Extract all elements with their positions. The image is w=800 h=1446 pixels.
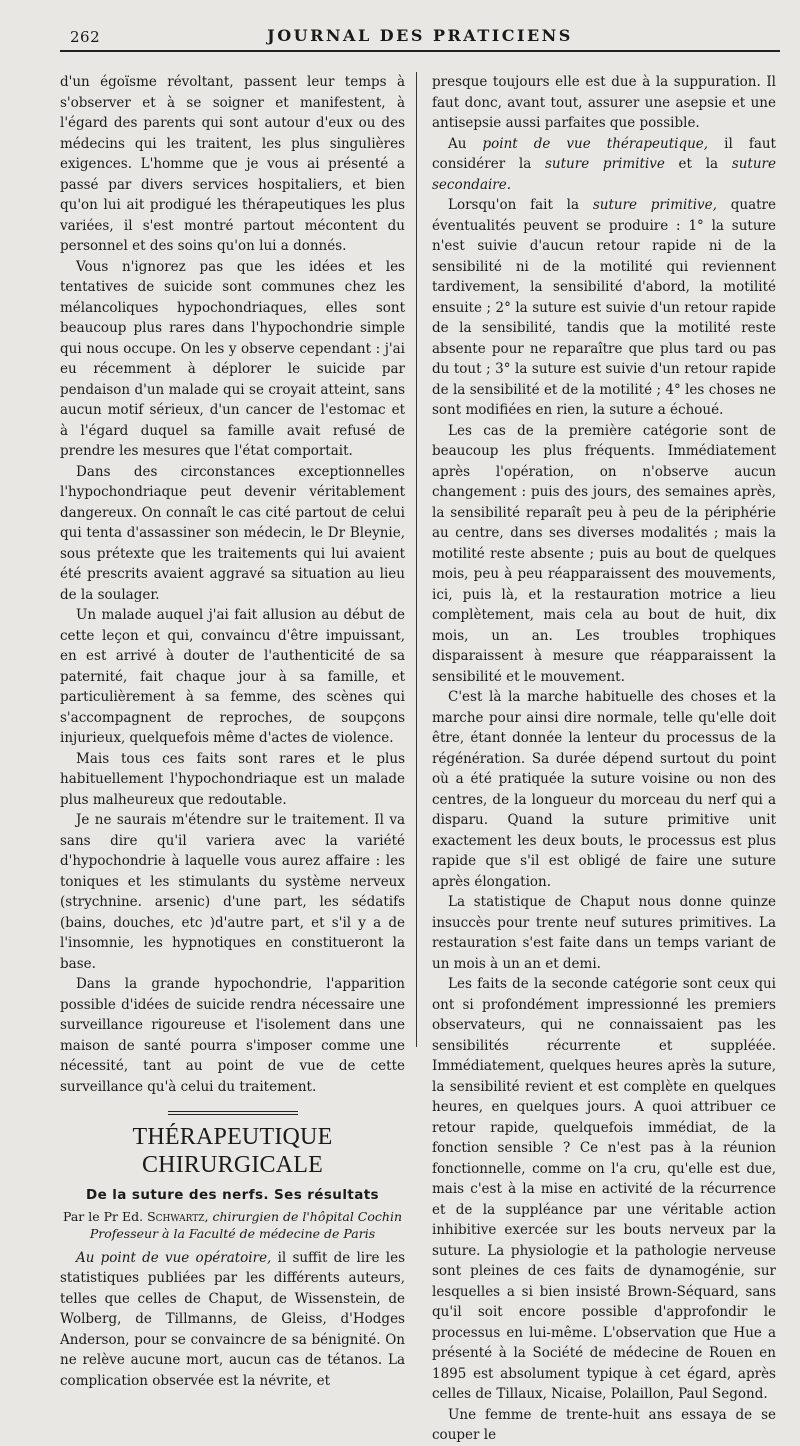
paragraph-text: il faut considérer la <box>432 135 776 172</box>
paragraph: La statistique de Chaput nous donne quinze insuccès pour trente neuf sutures primitives. La restauration s'est faite dans un temps variant de un mois à un an et demi. <box>432 894 776 972</box>
paragraph <box>432 195 776 421</box>
paragraph-emphasis: suture secondaire. <box>432 156 776 193</box>
paragraph: d'un égoïsme révoltant, passent leur temps à s'observer et à se soigner et manifestent, à l'égard des parents qui sont autour d'eux ou des médecins qui les traitent, les plus singulières exigences. L'homme que je vous ai présenté a passé par divers services hospitaliers, et bien qu'on lui ait prodigué les thérapeutiques les plus variées, il s'est montré partout mécontent du personnel et des soins qu'on lui a donnés. <box>60 74 405 254</box>
left-column <box>60 72 405 1391</box>
paragraph: presque toujours elle est due à la suppuration. Il faut donc, avant tout, assurer une asepsie et une antisepsie aussi parfaites que possible. <box>432 74 776 131</box>
paragraph-text: Au <box>448 135 483 152</box>
section-separator <box>168 1111 298 1115</box>
byline <box>60 1208 405 1225</box>
byline-role: chirurgien de l'hôpital Cochin <box>212 1208 402 1224</box>
journal-title: JOURNAL DES PRATICIENS <box>267 26 573 45</box>
paragraph: Les faits de la seconde catégorie sont ceux qui ont si profondément impressionné les premiers observateurs, qui ne connaissaient pas les sensibilités récurrente et suppléée. Immédiatement, quelques heures après la suture, la sensibilité revient et est complète en quelques heures, en quelques jours. A quoi attribuer ce retour rapide, quelquefois immédiat, de la fonction sensible ? Ce n'est pas à la réunion fonctionnelle, comme on l'a cru, qu'elle est due, mais c'est à la mise en activité de la récurrence et de la suppléance par une véritable action inhibitive exercée sur les bouts nerveux par la suture. La physiologie et la pathologie nerveuse sont pleines de ces faits de dynamogénie, sur lesquelles a si bien insisté Brown-Séquard, sans qu'il soit encore possible d'approfondir le processus en lui-même. L'observation que Hue a présenté à la Société de médecine de Rouen en 1895 est absolument typique à cet égard, après celles de Tillaux, Nicaise, Polaillon, Paul Segond. <box>432 976 776 1402</box>
paragraph-emphasis: point de vue thérapeutique, <box>482 135 709 152</box>
byline-prefix: Par le Pr Ed. <box>63 1208 144 1224</box>
byline-affiliation-text: Professeur à la Faculté de médecine de Paris <box>89 1225 376 1241</box>
paragraph: Un malade auquel j'ai fait allusion au début de cette leçon et qui, convaincu d'être impuissant, en est arrivé à douter de l'authenticité de sa paternité, fait chaque jour à sa famille, et particulièrement à sa femme, des scènes qui s'accompagnent de reproches, de soupçons injurieux, quelquefois même d'actes de violence. <box>60 607 405 746</box>
right-column <box>432 72 776 1446</box>
paragraph: Mais tous ces faits sont rares et le plus habituellement l'hypochondriaque est un malade plus malheureux que redoutable. <box>60 750 405 808</box>
paragraph: C'est là la marche habituelle des choses et la marche pour ainsi dire normale, telle qu'elle doit être, étant donnée la lenteur du processus de la régénération. Sa durée dépend surtout du point où a été pratiquée la suture voisine ou non des centres, de la longueur du morceau du nerf qui a disparu. Quand la suture primitive unit exactement les deux bouts, le processus est plus rapide que s'il est obligé de faire une suture après élongation. <box>432 689 776 890</box>
paragraph <box>432 134 776 196</box>
paragraph-emphasis: suture primitive, <box>592 197 717 213</box>
paragraph: Je ne saurais m'étendre sur le traitement. Il va sans dire qu'il variera avec la variété d'hypochondrie à laquelle vous aurez affaire : les toniques et les stimulants du système nerveux (strychnine. arsenic) d'une part, les sédatifs (bains, douches, etc )d'autre part, et s'il y a de l'insomnie, les hypnotiques en constitueront la base. <box>60 812 405 972</box>
byline-author: Schwartz, <box>147 1208 209 1224</box>
paragraph: Vous n'ignorez pas que les idées et les tentatives de suicide sont communes chez les mélancoliques hypochondriaques, elles sont beaucoup plus rares dans l'hypochondrie simple qui nous occupe. On les y observe cependant : j'ai eu récemment à déplorer le suicide par pendaison d'un malade qui se croyait atteint, sans aucun motif sérieux, d'un cancer de l'estomac et à l'égard duquel sa famille avait refusé de prendre les mesures que l'état comportait. <box>60 258 405 459</box>
paragraph: Les cas de la première catégorie sont de beaucoup les plus fréquents. Immédiatement après l'opération, on n'observe aucun changement : puis des jours, des semaines après, la sensibilité reparaît peu à peu de la périphérie au centre, dans ses diverses modalités ; mais la motilité reste absente ; puis au bout de quelques mois, peu à peu réapparaissent des mouvements, ici, puis là, et la restauration motrice a lieu complètement, mais cela au bout de huit, dix mois, un an. Les troubles trophiques disparaissent à mesure que réapparaissent la sensibilité et le mouvement. <box>432 422 776 685</box>
paragraph-emphasis: suture primitive <box>545 156 665 172</box>
paragraph: Dans la grande hypochondrie, l'apparition possible d'idées de suicide rendra nécessaire une surveillance rigoureuse et l'isolement dans une maison de santé pourra s'imposer comme une nécessité, tant au point de vue de cette surveillance qu'à celui du traitement. <box>60 976 405 1095</box>
paragraph: Dans des circonstances exceptionnelles l'hypochondriaque peut devenir véritablement dangereux. On connaît le cas cité partout de celui qui tenta d'assassiner son médecin, le Dr Bleynie, sous prétexte que les traitements qui lui avaient été prescrits avaient aggravé sa situation au lieu de la soulager. <box>60 463 405 603</box>
paragraph: Une femme de trente-huit ans essaya de se couper le <box>432 1406 776 1443</box>
article-title: De la suture des nerfs. Ses résultats <box>86 1187 379 1203</box>
column-divider <box>416 72 417 1047</box>
page-header <box>60 22 780 52</box>
paragraph-text: Lorsqu'on fait la <box>448 197 593 213</box>
paragraph-text: et la <box>664 156 732 172</box>
section-title: THÉRAPEUTIQUE CHIRURGICALE <box>132 1124 333 1178</box>
paragraph-text: quatre éventualités peuvent se produire : 1° la suture n'est suivie d'aucun retour rapide ni de la sensibilité ni de la motilité qui reviennent tardivement, la sensibilité d'abord, la motilité ensuite ; 2° la suture est suivie d'un retour rapide de la sensibilité, tandis que la motilité reste absente pour ne reparaître que plus tard ou pas du tout ; 3° la suture est suivie d'un retour rapide de la sensibilité et de la motilité ; 4° les choses ne sont modifiées en rien, la suture a échoué. <box>432 197 776 418</box>
paragraph-emphasis: Au point de vue opératoire, <box>76 1249 272 1266</box>
paragraph-text: il suffit de lire les statistiques publiées par les différents auteurs, telles que celles de Chaput, de Wissenstein, de Wolberg, de Tillmanns, de Gleiss, d'Hodges Anderson, pour se convaincre de sa bénignité. On ne relève aucune mort, aucun cas de tétanos. La complication observée est la névrite, et <box>60 1249 406 1389</box>
byline-affiliation <box>60 1225 405 1242</box>
paragraph <box>60 1248 405 1392</box>
page-number: 262 <box>70 28 101 46</box>
